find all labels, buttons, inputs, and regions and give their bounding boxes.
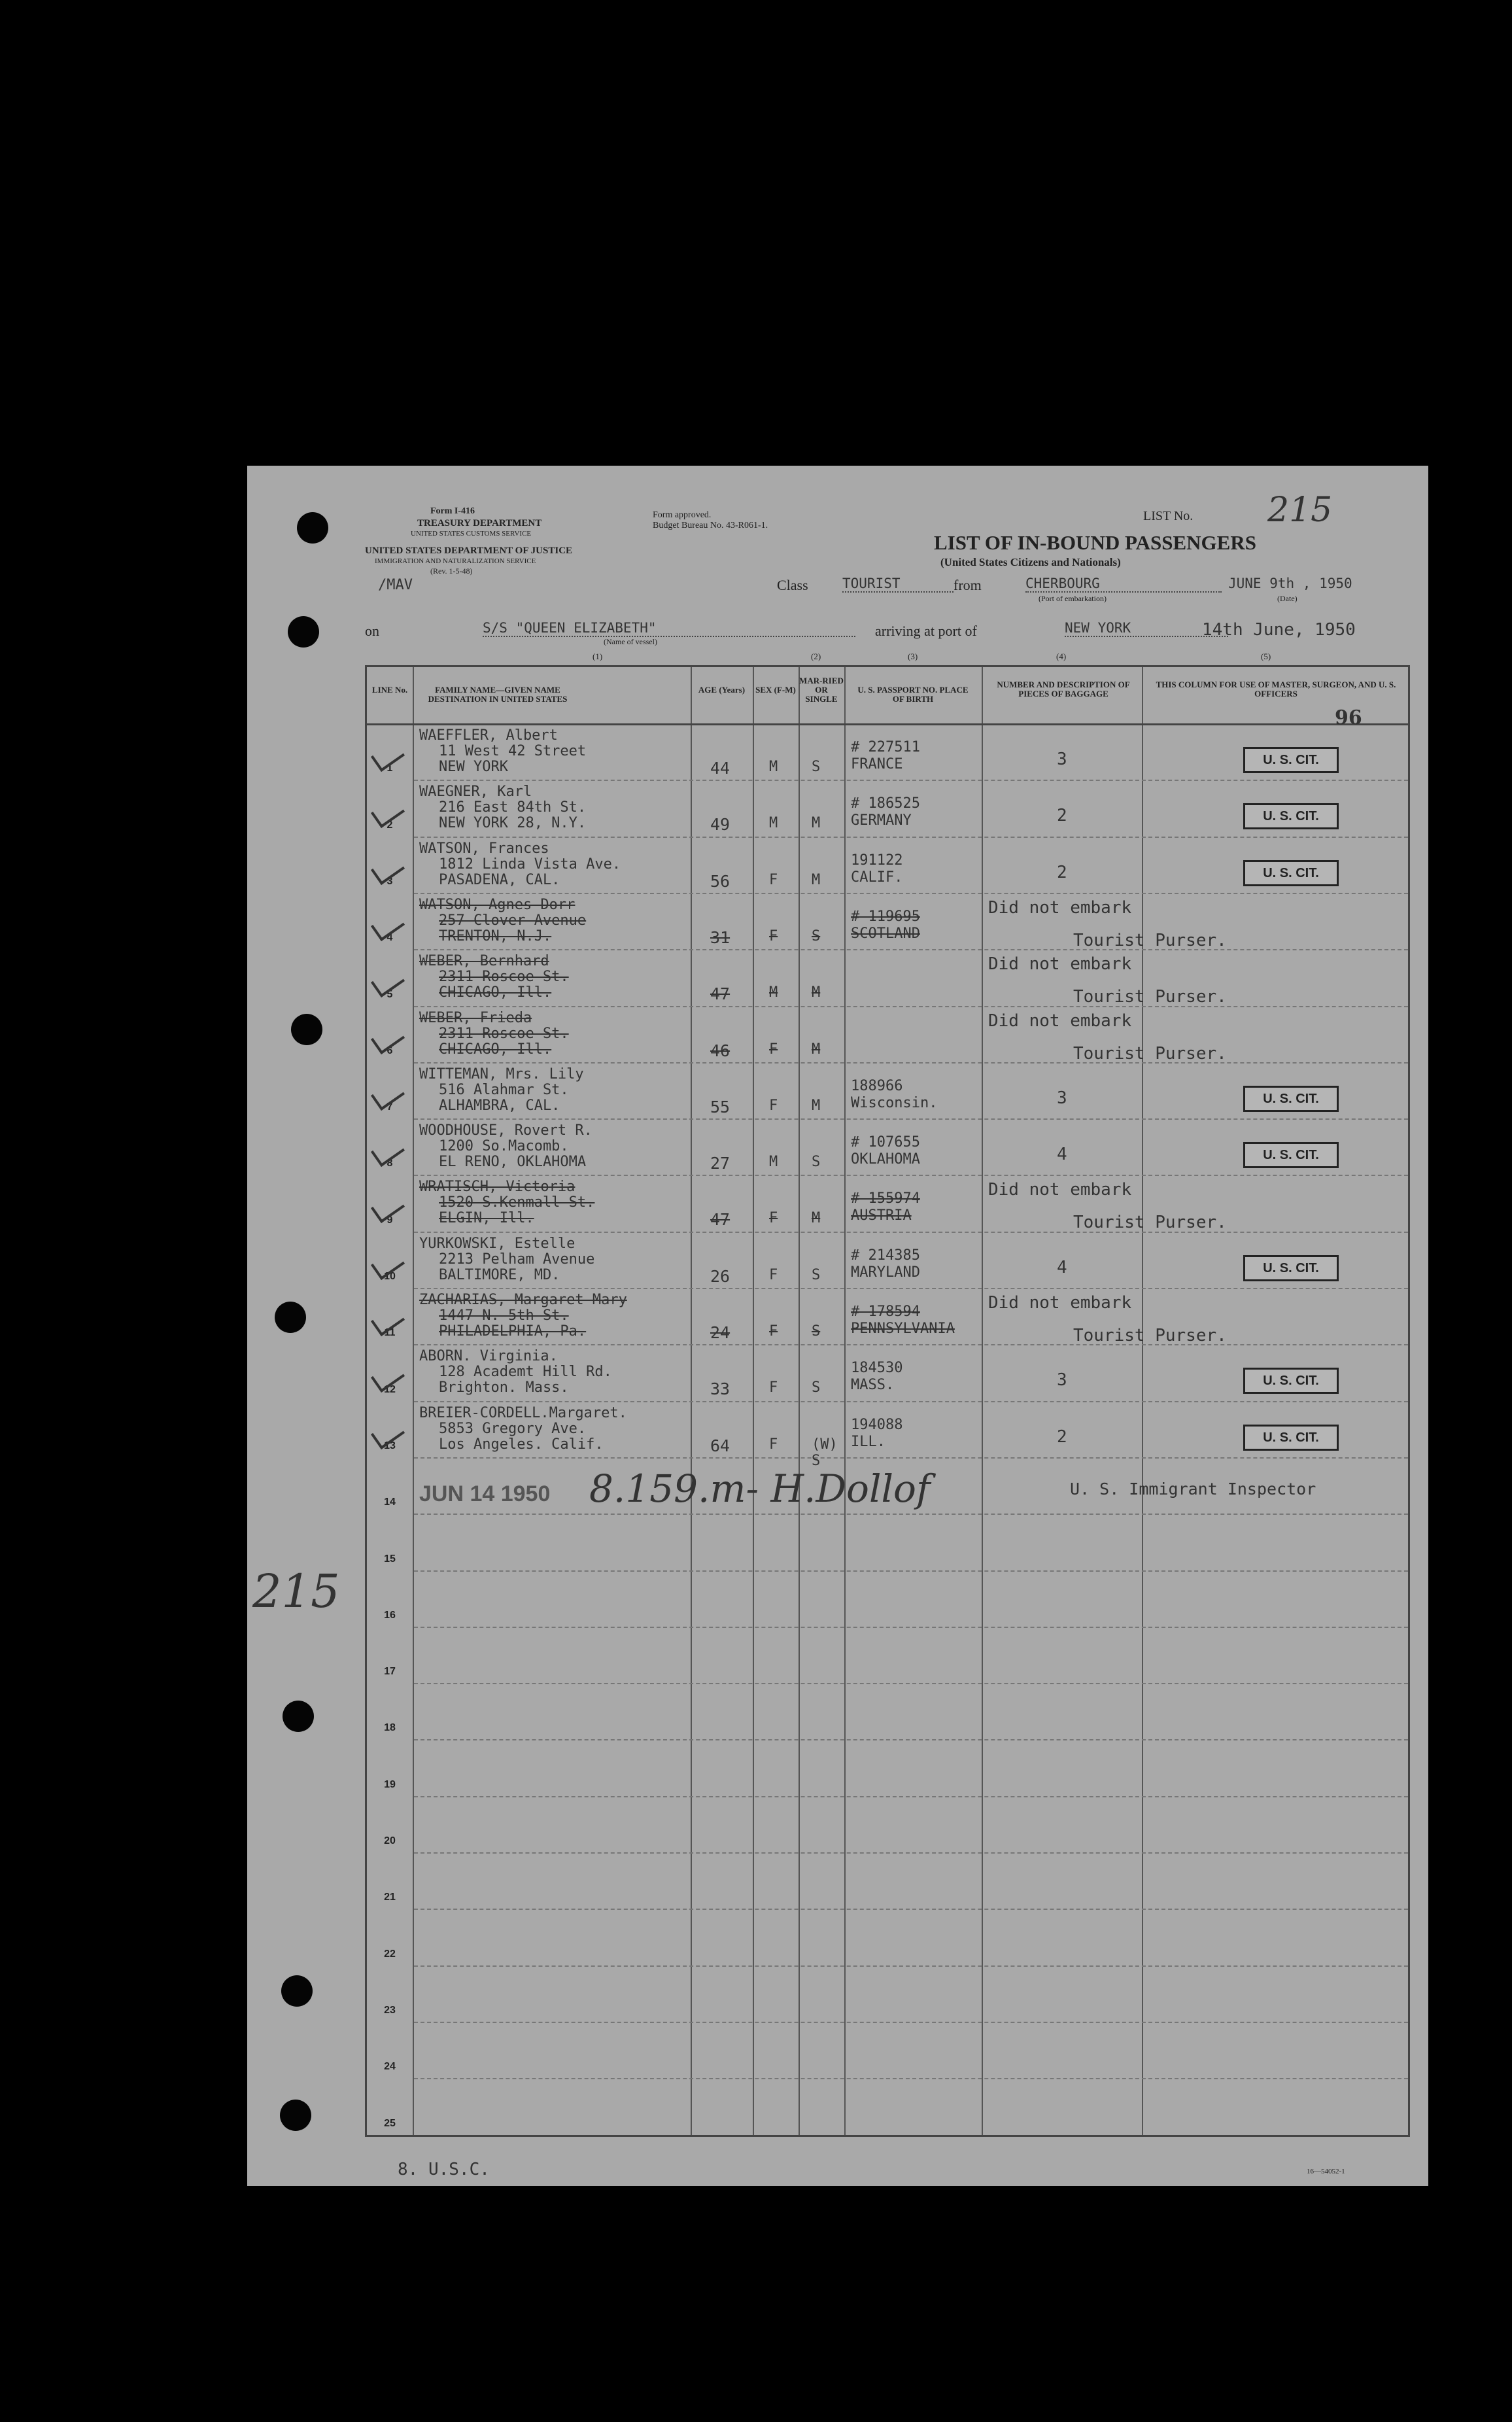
- passport-number: 194088: [851, 1416, 903, 1433]
- passenger-table: [365, 665, 1410, 2137]
- binder-hole: [281, 1975, 313, 2007]
- passenger-city: BALTIMORE, MD.: [439, 1266, 560, 1283]
- arriving-label: arriving at port of: [875, 623, 977, 639]
- passenger-name: WITTEMAN, Mrs. Lily: [419, 1065, 584, 1082]
- row-divider: [414, 1909, 1408, 1910]
- row-divider: [414, 1062, 1408, 1064]
- passenger-marital-status: S: [812, 927, 821, 944]
- row-divider: [414, 893, 1408, 894]
- place-of-birth: SCOTLAND: [851, 925, 920, 942]
- inspector-signature: 8.159.m- H.Dollof: [589, 1466, 931, 1511]
- row-divider: [414, 1344, 1408, 1345]
- passport-number: 184530: [851, 1360, 903, 1377]
- line-number: 9: [387, 1214, 393, 1226]
- treasury-department: TREASURY DEPARTMENT: [417, 518, 542, 528]
- passport-number: 188966: [851, 1077, 903, 1094]
- col-num-4: (4): [1056, 651, 1067, 661]
- purser-signature-line: Tourist Purser.: [1073, 1326, 1227, 1345]
- manifest-subtitle: (United States Citizens and Nationals): [940, 556, 1121, 568]
- line-number: 23: [384, 2004, 396, 2016]
- line-number: 20: [384, 1835, 396, 1846]
- line-number: 2: [387, 819, 393, 831]
- place-of-birth: AUSTRIA: [851, 1207, 912, 1224]
- row-divider: [414, 1232, 1408, 1233]
- us-citizen-stamp: U. S. CIT.: [1243, 1086, 1339, 1112]
- passenger-address: 2311 Roscoe St.: [439, 969, 569, 986]
- passenger-manifest-page: [247, 466, 1428, 2186]
- passenger-marital-status: M: [812, 984, 821, 1001]
- row-divider: [414, 2022, 1408, 2023]
- arrival-date: 14th June, 1950: [1202, 620, 1356, 640]
- did-not-embark-note: Did not embark: [988, 1180, 1132, 1200]
- row-divider: [414, 1006, 1408, 1007]
- col-sex-header: SEX (F-M): [755, 685, 796, 695]
- purser-signature-line: Tourist Purser.: [1073, 1043, 1227, 1064]
- col-line-header: LINE No.: [371, 685, 408, 695]
- col-num-5: (5): [1261, 651, 1271, 661]
- line-number: 8: [387, 1158, 393, 1169]
- row-divider: [414, 1965, 1408, 1967]
- passenger-marital-status: M: [812, 1041, 821, 1058]
- passenger-sex: F: [769, 1041, 778, 1058]
- budget-bureau: Budget Bureau No. 43-R061-1.: [653, 521, 768, 530]
- passenger-age: 46: [710, 1041, 730, 1060]
- passenger-city: Brighton. Mass.: [439, 1379, 569, 1396]
- baggage-count: 3: [1057, 1088, 1067, 1108]
- line-number: 19: [384, 1778, 396, 1790]
- place-of-birth: FRANCE: [851, 756, 903, 772]
- passenger-name: WEBER, Frieda: [419, 1009, 532, 1026]
- passport-number: # 119695: [851, 908, 920, 925]
- passenger-age: 44: [710, 759, 730, 778]
- binder-hole: [275, 1302, 306, 1333]
- list-number: 215: [1267, 491, 1333, 530]
- passenger-age: 24: [710, 1323, 730, 1342]
- binder-hole: [283, 1701, 314, 1732]
- passenger-sex: F: [769, 1097, 778, 1114]
- passenger-marital-status: S: [812, 1379, 821, 1396]
- place-of-birth: PENNSYLVANIA: [851, 1321, 955, 1337]
- binder-hole: [297, 512, 328, 544]
- line-number: 4: [387, 932, 393, 944]
- from-label: from: [954, 577, 982, 593]
- col-name-header: FAMILY NAME—GIVEN NAME DESTINATION IN UNITED STATES: [428, 685, 568, 704]
- passenger-age: 31: [710, 927, 730, 947]
- baggage-count: 4: [1057, 1257, 1067, 1277]
- col-baggage-header: NUMBER AND DESCRIPTION OF PIECES OF BAGGAGE: [997, 680, 1130, 699]
- us-citizen-stamp: U. S. CIT.: [1243, 1368, 1339, 1394]
- passenger-name: BREIER-CORDELL.Margaret.: [419, 1404, 627, 1421]
- passenger-sex: F: [769, 1436, 778, 1453]
- row-divider: [414, 1118, 1408, 1120]
- embarkation-date: JUNE 9th , 1950: [1228, 576, 1352, 591]
- embarkation-caption: (Port of embarkation): [1039, 594, 1107, 603]
- col-officers-header: THIS COLUMN FOR USE OF MASTER, SURGEON, AND U. S. OFFICERS: [1156, 680, 1396, 699]
- passenger-name: WEBER, Bernhard: [419, 953, 549, 970]
- list-number-label: LIST No.: [1143, 509, 1194, 523]
- place-of-birth: Wisconsin.: [851, 1094, 938, 1111]
- passenger-age: 47: [710, 1210, 730, 1230]
- passenger-city: PASADENA, CAL.: [439, 871, 560, 888]
- passenger-name: YURKOWSKI, Estelle: [419, 1235, 576, 1252]
- passenger-city: ALHAMBRA, CAL.: [439, 1097, 560, 1114]
- margin-note: 215: [252, 1565, 340, 1618]
- passenger-sex: M: [769, 984, 778, 1001]
- inspector-title: U. S. Immigrant Inspector: [1070, 1479, 1316, 1498]
- passenger-address: 11 West 42 Street: [439, 743, 587, 759]
- did-not-embark-note: Did not embark: [988, 954, 1132, 975]
- passenger-age: 33: [710, 1379, 730, 1399]
- passenger-city: Los Angeles. Calif.: [439, 1436, 604, 1453]
- customs-service: UNITED STATES CUSTOMS SERVICE: [411, 530, 532, 538]
- passenger-name: WATSON, Agnes Dorr: [419, 896, 576, 913]
- form-approved: Form approved.: [653, 510, 712, 520]
- passenger-sex: F: [769, 1210, 778, 1227]
- line-number: 3: [387, 875, 393, 887]
- passenger-age: 47: [710, 984, 730, 1004]
- us-citizen-stamp: U. S. CIT.: [1243, 747, 1339, 773]
- passenger-marital-status: M: [812, 1210, 821, 1227]
- passenger-marital-status: S: [812, 759, 821, 775]
- justice-department: UNITED STATES DEPARTMENT OF JUSTICE: [365, 545, 573, 556]
- passenger-address: 2213 Pelham Avenue: [439, 1251, 595, 1268]
- row-divider: [414, 1514, 1408, 1515]
- vessel-name: S/S "QUEEN ELIZABETH": [483, 620, 855, 637]
- passenger-city: NEW YORK 28, N.Y.: [439, 815, 587, 832]
- line-number: 11: [384, 1327, 396, 1339]
- passenger-marital-status: M: [812, 815, 821, 832]
- did-not-embark-note: Did not embark: [988, 1293, 1132, 1313]
- line-number: 24: [384, 2061, 396, 2073]
- place-of-birth: OKLAHOMA: [851, 1151, 920, 1168]
- row-divider: [414, 780, 1408, 781]
- immigration-service: IMMIGRATION AND NATURALIZATION SERVICE: [375, 557, 536, 565]
- row-divider: [414, 2078, 1408, 2079]
- passenger-name: WAEGNER, Karl: [419, 784, 532, 801]
- row-divider: [414, 949, 1408, 950]
- row-divider: [414, 1401, 1408, 1402]
- col-married-header: MAR-RIED OR SINGLE: [799, 676, 844, 704]
- us-citizen-stamp: U. S. CIT.: [1243, 803, 1339, 829]
- us-citizen-stamp: U. S. CIT.: [1243, 1255, 1339, 1281]
- passenger-address: 257 Clover Avenue: [439, 912, 587, 929]
- passenger-sex: F: [769, 1266, 778, 1283]
- passenger-name: WAEFFLER, Albert: [419, 727, 558, 744]
- passenger-marital-status: M: [812, 1097, 821, 1114]
- passenger-marital-status: S: [812, 1266, 821, 1283]
- row-divider: [414, 1457, 1408, 1459]
- passenger-name: WRATISCH, Victoria: [419, 1179, 576, 1196]
- line-number: 6: [387, 1045, 393, 1056]
- passenger-sex: F: [769, 927, 778, 944]
- did-not-embark-note: Did not embark: [988, 897, 1132, 918]
- class-label: Class: [777, 577, 808, 593]
- baggage-count: 2: [1057, 806, 1067, 826]
- line-number: 5: [387, 988, 393, 1000]
- clerk-code: /MAV: [378, 577, 413, 593]
- us-citizen-stamp: U. S. CIT.: [1243, 860, 1339, 886]
- line-number: 16: [384, 1609, 396, 1621]
- date-caption: (Date): [1277, 594, 1297, 603]
- passport-number: # 178594: [851, 1304, 920, 1320]
- binder-hole: [280, 2100, 311, 2131]
- col-age-header: AGE (Years): [698, 685, 746, 695]
- place-of-birth: CALIF.: [851, 869, 903, 886]
- passport-number: # 107655: [851, 1134, 920, 1151]
- passport-number: # 186525: [851, 795, 920, 812]
- vessel-caption: (Name of vessel): [604, 637, 657, 646]
- passport-number: 191122: [851, 852, 903, 869]
- row-divider: [414, 1796, 1408, 1797]
- form-number: Form I-416: [430, 506, 475, 516]
- place-of-birth: MASS.: [851, 1377, 895, 1394]
- passenger-age: 26: [710, 1266, 730, 1286]
- row-divider: [414, 1175, 1408, 1176]
- baggage-count: 2: [1057, 862, 1067, 882]
- form-revision: (Rev. 1-5-48): [430, 566, 473, 576]
- passenger-marital-status: M: [812, 871, 821, 888]
- on-label: on: [365, 623, 379, 639]
- passenger-sex: F: [769, 1323, 778, 1340]
- passenger-city: ELGIN, Ill.: [439, 1210, 534, 1227]
- passenger-marital-status: S: [812, 1323, 821, 1340]
- passenger-address: 1447 N. 5th St.: [439, 1307, 569, 1324]
- us-citizen-stamp: U. S. CIT.: [1243, 1425, 1339, 1451]
- baggage-count: 3: [1057, 1370, 1067, 1391]
- baggage-count: 4: [1057, 1145, 1067, 1165]
- passenger-address: 5853 Gregory Ave.: [439, 1420, 587, 1437]
- page-mark: 96: [1335, 706, 1362, 729]
- purser-signature-line: Tourist Purser.: [1073, 1213, 1227, 1233]
- passenger-address: 128 Academt Hill Rd.: [439, 1364, 612, 1381]
- baggage-count: 2: [1057, 1427, 1067, 1447]
- passenger-sex: M: [769, 1154, 778, 1171]
- passenger-city: CHICAGO, Ill.: [439, 984, 552, 1001]
- passenger-marital-status: S: [812, 1154, 821, 1171]
- passenger-address: 1520 S.Kenmall St.: [439, 1194, 595, 1211]
- purser-signature-line: Tourist Purser.: [1073, 930, 1227, 950]
- row-divider: [414, 1627, 1408, 1628]
- passport-number: # 155974: [851, 1190, 920, 1207]
- row-divider: [414, 1852, 1408, 1854]
- row-divider: [414, 1683, 1408, 1684]
- passenger-sex: M: [769, 815, 778, 832]
- col-num-2: (2): [811, 651, 821, 661]
- line-number: 13: [384, 1440, 396, 1451]
- line-number: 7: [387, 1101, 393, 1113]
- passenger-age: 64: [710, 1436, 730, 1455]
- line-number: 1: [387, 763, 393, 774]
- passenger-address: 2311 Roscoe St.: [439, 1025, 569, 1042]
- binder-hole: [288, 616, 319, 648]
- arrival-port: NEW YORK: [1065, 620, 1228, 637]
- passenger-city: PHILADELPHIA, Pa.: [439, 1323, 587, 1340]
- passenger-city: CHICAGO, Ill.: [439, 1041, 552, 1058]
- baggage-count: 3: [1057, 750, 1067, 769]
- purser-signature-line: Tourist Purser.: [1073, 987, 1227, 1007]
- passport-number: # 227511: [851, 739, 920, 755]
- class-value: TOURIST: [842, 576, 954, 593]
- passenger-sex: F: [769, 871, 778, 888]
- row-divider: [414, 837, 1408, 838]
- line-number: 14: [384, 1496, 396, 1508]
- line-number: 17: [384, 1666, 396, 1678]
- did-not-embark-note: Did not embark: [988, 1011, 1132, 1031]
- passenger-address: 516 Alahmar St.: [439, 1081, 569, 1098]
- line-number: 21: [384, 1892, 396, 1903]
- passenger-marital-status: (W) S: [812, 1436, 838, 1469]
- passenger-city: TRENTON, N.J.: [439, 927, 552, 944]
- passenger-name: ZACHARIAS, Margaret Mary: [419, 1292, 627, 1308]
- line-number: 18: [384, 1722, 396, 1734]
- place-of-birth: MARYLAND: [851, 1264, 920, 1281]
- manifest-title: LIST OF IN-BOUND PASSENGERS: [934, 531, 1256, 554]
- place-of-birth: GERMANY: [851, 812, 912, 829]
- us-citizen-stamp: U. S. CIT.: [1243, 1142, 1339, 1168]
- passenger-name: WOODHOUSE, Rovert R.: [419, 1122, 593, 1139]
- footer-statute: 8. U.S.C.: [398, 2160, 490, 2179]
- line-number: 25: [384, 2117, 396, 2129]
- line-number: 12: [384, 1383, 396, 1395]
- row-divider: [414, 1288, 1408, 1289]
- col-num-3: (3): [908, 651, 918, 661]
- passenger-sex: M: [769, 759, 778, 775]
- passenger-name: WATSON, Frances: [419, 840, 549, 857]
- passenger-age: 56: [710, 871, 730, 891]
- line-number: 22: [384, 1948, 396, 1960]
- passenger-age: 55: [710, 1097, 730, 1116]
- passenger-address: 1812 Linda Vista Ave.: [439, 856, 621, 873]
- passenger-city: NEW YORK: [439, 759, 508, 775]
- footer-code: 16—54052-1: [1307, 2168, 1345, 2175]
- row-divider: [414, 1739, 1408, 1740]
- passenger-age: 27: [710, 1154, 730, 1173]
- passenger-address: 216 East 84th St.: [439, 799, 587, 816]
- passenger-name: ABORN. Virginia.: [419, 1348, 558, 1365]
- place-of-birth: ILL.: [851, 1433, 885, 1450]
- passport-number: # 214385: [851, 1247, 920, 1264]
- passenger-age: 49: [710, 815, 730, 835]
- col-num-1: (1): [593, 651, 603, 661]
- passenger-sex: F: [769, 1379, 778, 1396]
- passenger-city: EL RENO, OKLAHOMA: [439, 1154, 587, 1171]
- embarkation-port: CHERBOURG: [1025, 576, 1222, 593]
- row-divider: [414, 1570, 1408, 1572]
- arrival-date-stamp: JUN 14 1950: [419, 1481, 551, 1506]
- line-number: 10: [384, 1271, 396, 1282]
- binder-hole: [291, 1014, 322, 1045]
- passenger-address: 1200 So.Macomb.: [439, 1138, 569, 1155]
- line-number: 15: [384, 1553, 396, 1565]
- col-passport-header: U. S. PASSPORT NO. PLACE OF BIRTH: [857, 685, 969, 704]
